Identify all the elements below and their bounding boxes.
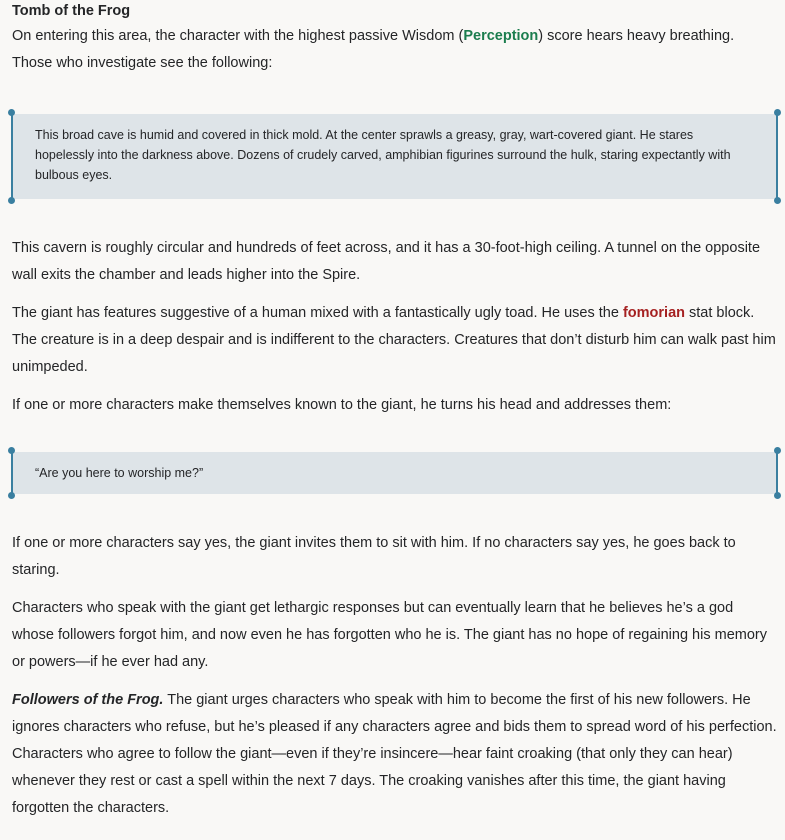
- giant-paragraph: [12, 300, 777, 381]
- read-aloud-right-rule: [776, 450, 778, 496]
- intro-text-before: On entering this area, the character with the highest passive Wisdom (: [12, 28, 464, 44]
- yes-paragraph: If one or more characters say yes, the giant invites them to sit with him. If no characters say yes, he goes back to staring.: [12, 535, 736, 578]
- corner-dot: [8, 197, 15, 204]
- intro-text-after: ) score hears heavy breathing. Those who investigate see the following:: [12, 28, 735, 71]
- known-paragraph: If one or more characters make themselves known to the giant, he turns his head and addresses them:: [12, 397, 672, 413]
- read-aloud-text: This broad cave is humid and covered in thick mold. At the center sprawls a greasy, gray, wart-covered giant. He stares hopelessly into the darkness above. Dozens of crudely carved, amphibian figurines surround the hulk, staring expectantly with bulbous eyes.: [35, 128, 731, 182]
- corner-dot: [774, 197, 781, 204]
- followers-lead-in: Followers of the Frog.: [12, 692, 164, 708]
- cavern-paragraph: This cavern is roughly circular and hundreds of feet across, and it has a 30-foot-high ceiling. A tunnel on the opposite wall exits the chamber and leads higher into the Spire.: [12, 240, 761, 283]
- corner-dot: [774, 447, 781, 454]
- corner-dot: [8, 109, 15, 116]
- read-aloud-text: “Are you here to worship me?”: [35, 466, 204, 480]
- corner-dot: [774, 109, 781, 116]
- read-aloud-left-rule: [11, 112, 13, 201]
- followers-paragraph: [12, 687, 777, 822]
- read-aloud-right-rule: [776, 112, 778, 201]
- followers-text: The giant urges characters who speak with him to become the first of his new followers. He ignores characters who refuse, but he’s pleased if any characters agree and bids them to spread word of his perfection. Characters who agree to follow the giant—even if they’re insincere—hear faint croaking (that only they can hear) whenever they rest or cast a spell within the next 7 days. The croaking vanishes after this time, the giant having forgotten the characters.: [12, 692, 777, 816]
- giant-text-before: The giant has features suggestive of a human mixed with a fantastically ugly toad. He uses the: [12, 305, 623, 321]
- corner-dot: [774, 492, 781, 499]
- read-aloud-box-worship: [12, 452, 777, 494]
- intro-paragraph: [12, 23, 777, 77]
- speak-paragraph: Characters who speak with the giant get lethargic responses but can eventually learn that he believes he’s a god whose followers forgot him, and now even he has forgotten who he is. The giant has no hope of regaining his memory or powers—if he ever had any.: [12, 600, 767, 670]
- fomorian-link[interactable]: fomorian: [622, 305, 685, 321]
- read-aloud-left-rule: [11, 450, 13, 496]
- corner-dot: [8, 447, 15, 454]
- perception-link[interactable]: Perception: [463, 28, 539, 44]
- section-title: Tomb of the Frog: [12, 3, 131, 19]
- corner-dot: [8, 492, 15, 499]
- read-aloud-box-cave: [12, 114, 777, 199]
- giant-text-after: stat block. The creature is in a deep despair and is indifferent to the characters. Creatures that don’t disturb him can walk past him unimpeded.: [12, 305, 776, 375]
